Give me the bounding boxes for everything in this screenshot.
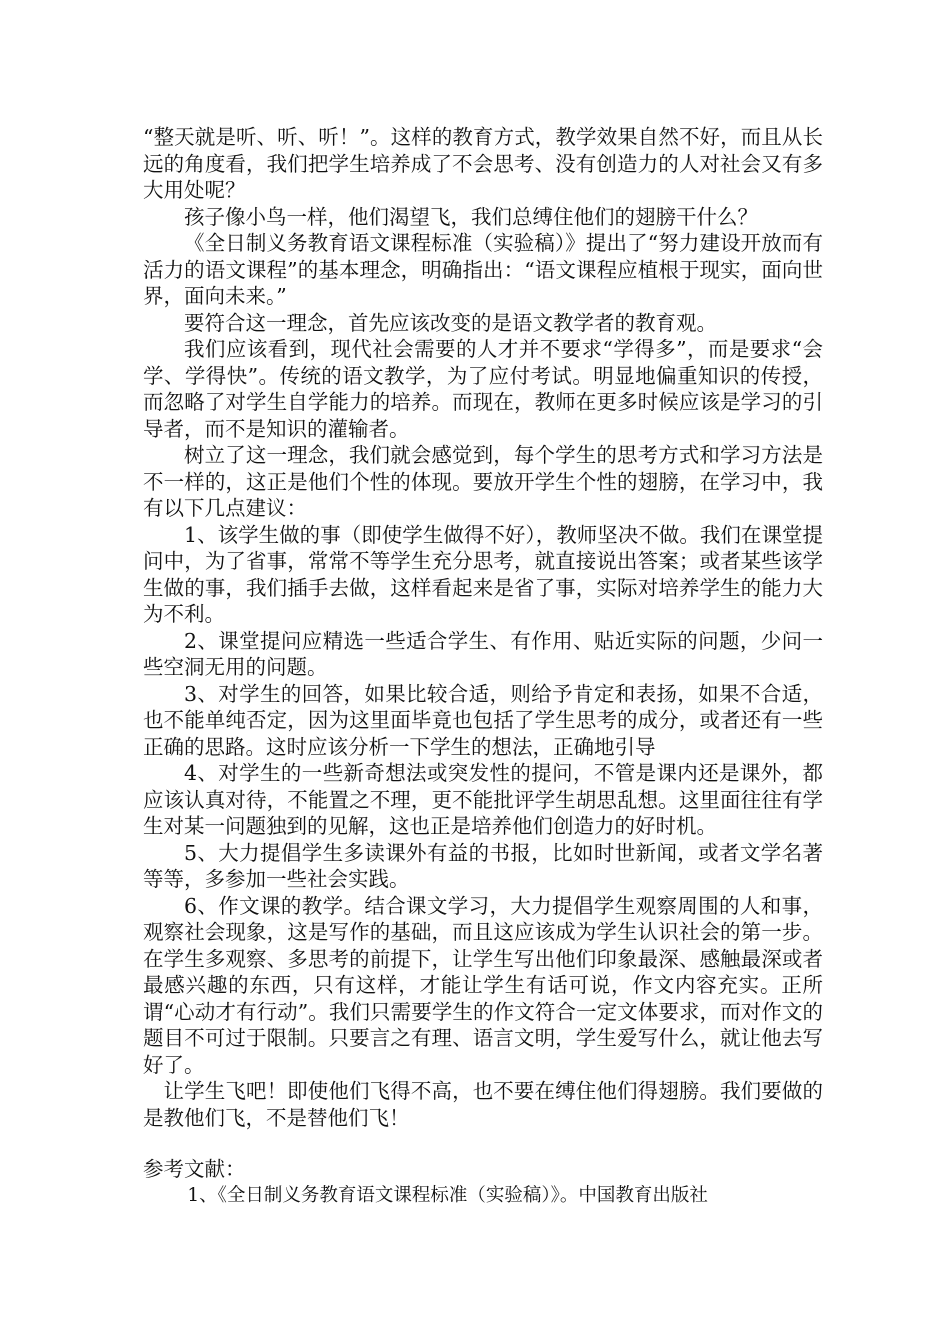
body-paragraph: “整天就是听、听、听！”。这样的教育方式，教学效果自然不好，而且从长远的角度看，我们把学生培养成了不会思考、没有创造力的人对社会又有多大用处呢？ — [143, 125, 823, 202]
suggestion-item: 6、作文课的教学。结合课文学习，大力提倡学生观察周围的人和事，观察社会现象，这是写作的基础，而且这应该成为学生认识社会的第一步。在学生多观察、多思考的前提下，让学生写出他们印象最深、感触最深或者最感兴趣的东西，只有这样，才能让学生有话可说，作文内容充实。正所谓“心动才有行动”。我们只需要学生的作文符合一定文体要求，而对作文的题目不可过于限制。只要言之有理、语言文明，学生爱写什么，就让他去写好了。 — [143, 893, 823, 1077]
document-page — [143, 124, 823, 1209]
body-paragraph: 树立了这一理念，我们就会感觉到，每个学生的思考方式和学习方法是不一样的，这正是他们个性的体现。要放开学生个性的翅膀，在学习中，我有以下几点建议： — [143, 443, 823, 520]
suggestion-item: 2、课堂提问应精选一些适合学生、有作用、贴近实际的问题，少问一些空洞无用的问题。 — [143, 628, 823, 679]
body-paragraph: 要符合这一理念，首先应该改变的是语文教学者的教育观。 — [184, 310, 717, 335]
suggestion-item: 1、该学生做的事（即使学生做得不好），教师坚决不做。我们在课堂提问中，为了省事，常常不等学生充分思考，就直接说出答案；或者某些该学生做的事，我们插手去做，这样看起来是省了事，实际对培养学生的能力大为不利。 — [143, 522, 823, 626]
suggestion-item: 5、大力提倡学生多读课外有益的书报，比如时世新闻，或者文学名著等等，多参加一些社会实践。 — [143, 840, 823, 891]
suggestion-item: 4、对学生的一些新奇想法或突发性的提问，不管是课内还是课外，都应该认真对待，不能置之不理，更不能批评学生胡思乱想。这里面往往有学生对某一问题独到的见解，这也正是培养他们创造力的好时机。 — [143, 761, 823, 838]
body-paragraph: 孩子像小鸟一样，他们渴望飞，我们总缚住他们的翅膀干什么？ — [184, 204, 758, 229]
suggestion-item: 3、对学生的回答，如果比较合适，则给予肯定和表扬，如果不合适，也不能单纯否定，因为这里面毕竟也包括了学生思考的成分，或者还有一些正确的思路。这时应该分析一下学生的想法，正确地引导 — [143, 681, 823, 759]
closing-paragraph: 让学生飞吧！即使他们飞得不高，也不要在缚住他们得翅膀。我们要做的是教他们飞，不是替他们飞！ — [143, 1079, 823, 1130]
reference-item: 1、《全日制义务教育语文课程标准（实验稿）》。中国教育出版社 — [187, 1184, 708, 1206]
references-heading: 参考文献： — [143, 1157, 246, 1181]
body-paragraph: 我们应该看到，现代社会需要的人才并不要求“学得多”，而是要求“会学、学得快”。传统的语文教学，为了应付考试。明显地偏重知识的传授，而忽略了对学生自学能力的培养。而现在，教师在更多时候应该是学习的引导者，而不是知识的灌输者。 — [143, 337, 823, 441]
body-paragraph: 《全日制义务教育语文课程标准（实验稿）》提出了“努力建设开放而有活力的语文课程”的基本理念，明确指出：“语文课程应植根于现实，面向世界，面向未来。” — [143, 231, 823, 308]
